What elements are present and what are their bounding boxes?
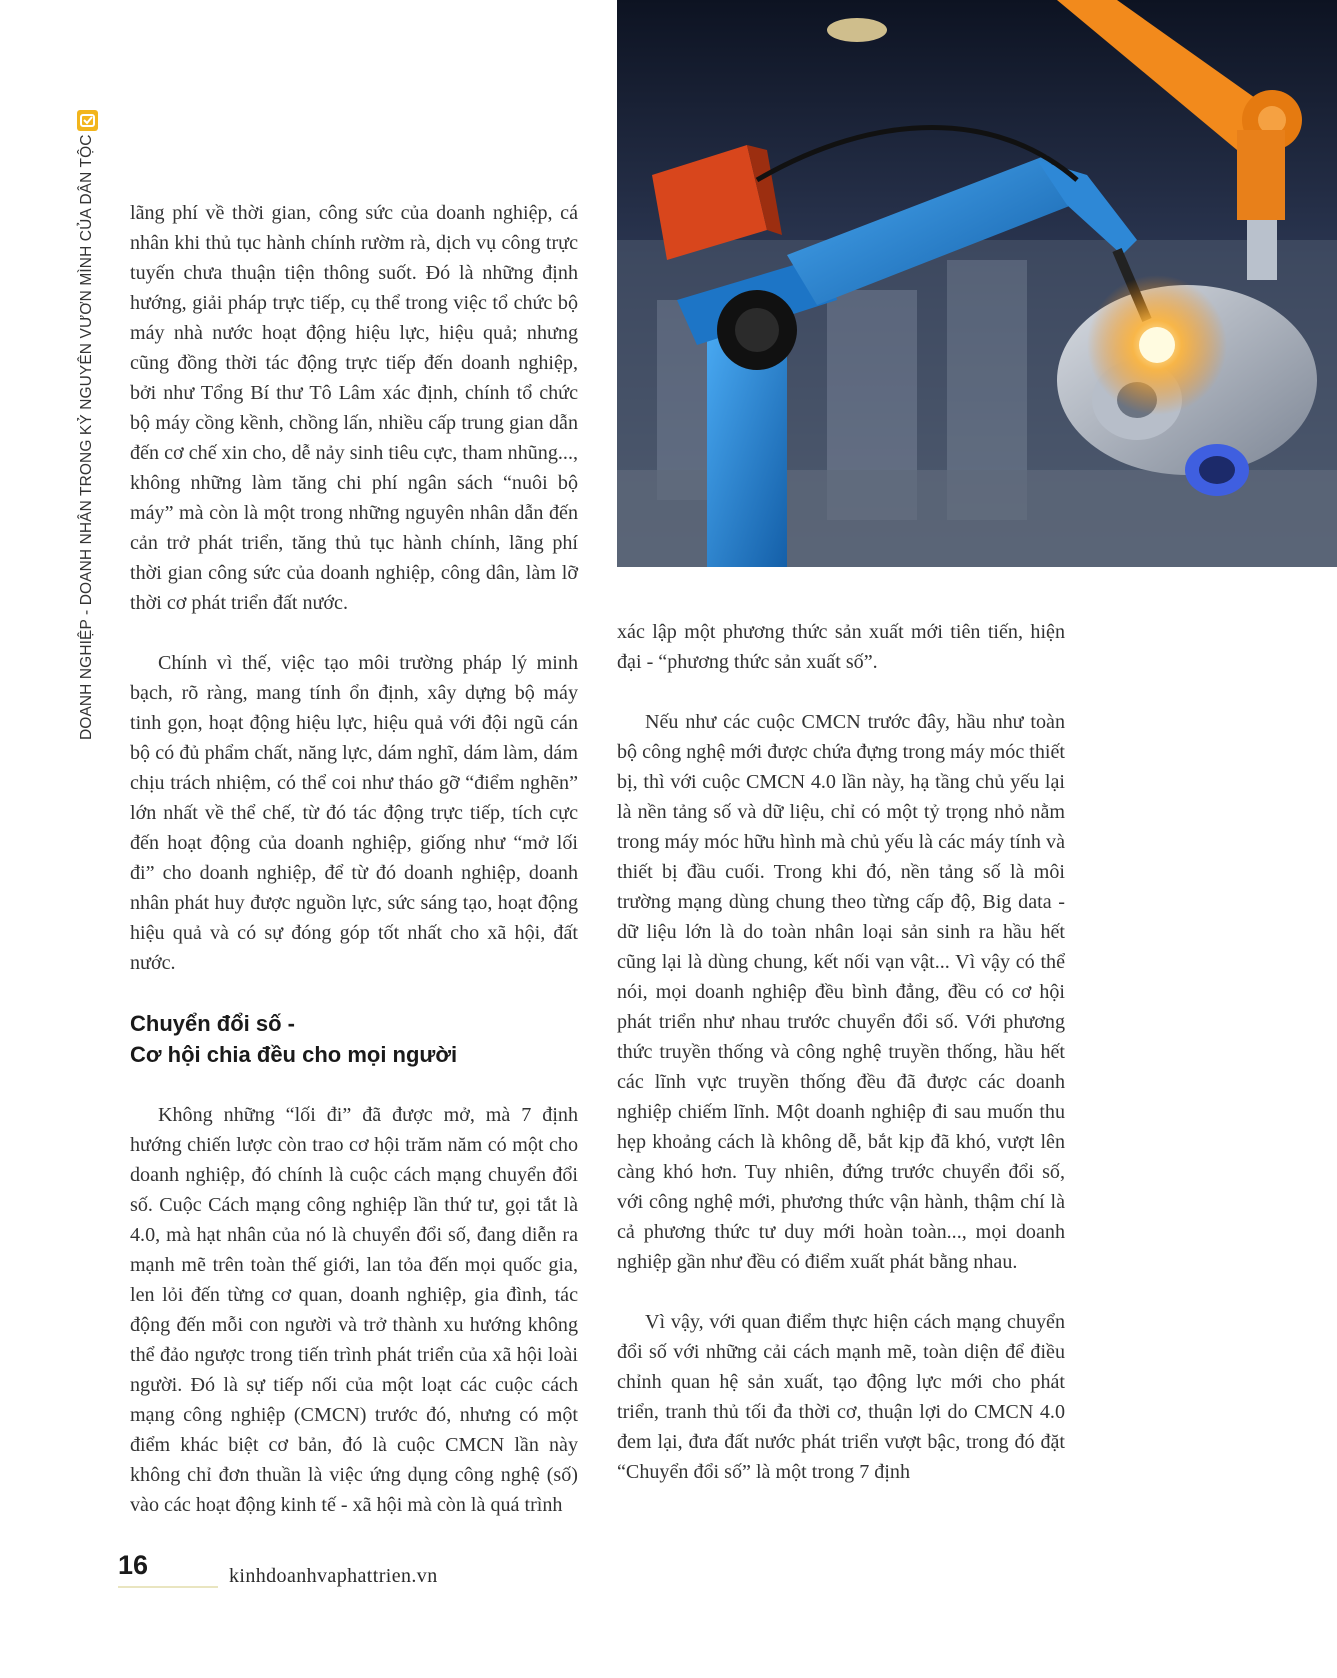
paragraph: Chính vì thế, việc tạo môi trường pháp lý minh bạch, rõ ràng, mang tính ổn định, xây dựng bộ máy tinh gọn, hoạt động hiệu lực, hiệu quả với đội ngũ cán bộ có đủ phẩm chất, năng lực, dám nghĩ, dám làm, dám chịu trách nhiệm, có thể coi như tháo gỡ “điểm nghẽn” lớn nhất về thể chế, từ đó tác động trực tiếp, tích cực đến hoạt động của doanh nghiệp, giống như “mở lối đi” cho doanh nghiệp, để từ đó doanh nghiệp, doanh nhân phát huy được nguồn lực, sức sáng tạo, hoạt động hiệu quả và có sự đóng góp tốt nhất cho xã hội, đất nước. [130, 652, 578, 974]
paragraph: Vì vậy, với quan điểm thực hiện cách mạng chuyển đổi số với những cải cách mạnh mẽ, toàn diện để điều chỉnh quan hệ sản xuất, tạo động lực mới cho phát triển, tranh thủ tối đa thời cơ, thuận lợi do CMCN 4.0 đem lại, đưa đất nước phát triển vượt bậc, trong đó đặt “Chuyển đổi số” là một trong 7 định [617, 1311, 1065, 1483]
heading-line-1: Chuyển đổi số - [130, 1011, 295, 1036]
paragraph: lãng phí về thời gian, công sức của doanh nghiệp, cá nhân khi thủ tục hành chính rườm rà, dịch vụ công trực tuyến chưa thuận tiện thông suốt. Đó là những định hướng, giải pháp trực tiếp, cụ thể trong việc tổ chức bộ máy nhà nước hoạt động hiệu lực, hiệu quả; nhưng cũng đồng thời tác động trực tiếp đến doanh nghiệp, bởi như Tổng Bí thư Tô Lâm xác định, chính tổ chức bộ máy cồng kềnh, chồng lấn, nhiều cấp trung gian dẫn đến cơ chế xin cho, dễ nảy sinh tiêu cực, tham nhũng..., không những làm tăng chi phí ngân sách “nuôi bộ máy” mà còn là một trong những nguyên nhân dẫn đến cản trở phát triển, tăng thủ tục hành chính, lãng phí thời gian công sức của doanh nghiệp, công dân, làm lỡ thời cơ phát triển đất nước. [130, 202, 578, 614]
section-side-label: DOANH NGHIỆP - DOANH NHÂN TRONG KỶ NGUYÊN VƯƠN MÌNH CỦA DÂN TỘC [78, 134, 95, 740]
right-article-column [617, 617, 1065, 1487]
footer-divider [118, 1586, 218, 1588]
page-number: 16 [118, 1550, 149, 1580]
left-article-column [130, 198, 578, 1520]
section-heading [130, 1008, 578, 1070]
magazine-logo-icon [77, 110, 98, 131]
footer-site-url: kinhdoanhvaphattrien.vn [229, 1565, 438, 1587]
paragraph: Nếu như các cuộc CMCN trước đây, hầu như toàn bộ công nghệ mới được chứa đựng trong máy móc thiết bị, thì với cuộc CMCN 4.0 lần này, hạ tầng chủ yếu lại là nền tảng số và dữ liệu, chỉ có một tỷ trọng nhỏ nằm trong máy móc hữu hình mà chủ yếu là các máy tính và thiết bị đầu cuối. Trong khi đó, nền tảng số là môi trường mạng dùng chung theo từng cấp độ, Big data - dữ liệu lớn là do toàn nhân loại sản sinh ra hầu hết cũng lại là dùng chung, kết nối vạn vật... Vì vậy có thể nói, mọi doanh nghiệp đều bình đẳng, đều có cơ hội phát triển như nhau trước chuyển đổi số. Với phương thức truyền thống và công nghệ truyền thống, hầu hết các lĩnh vực truyền thống đều đã được các doanh nghiệp chiếm lĩnh. Một doanh nghiệp đi sau muốn thu hẹp khoảng cách là không dễ, bắt kịp đã khó, vượt lên càng khó hơn. Tuy nhiên, đứng trước chuyển đổi số, với công nghệ mới, phương thức vận hành, thậm chí là cả phương thức tư duy mới hoàn toàn..., mọi doanh nghiệp gần như đều có điểm xuất phát bằng nhau. [617, 711, 1065, 1273]
paragraph: Không những “lối đi” đã được mở, mà 7 định hướng chiến lược còn trao cơ hội trăm năm có một cho doanh nghiệp, đó chính là cuộc cách mạng chuyển đổi số. Cuộc Cách mạng công nghiệp lần thứ tư, gọi tắt là 4.0, mà hạt nhân của nó là chuyển đổi số, đang diễn ra mạnh mẽ trên toàn thế giới, lan tỏa đến mọi quốc gia, len lỏi đến từng cơ quan, doanh nghiệp, gia đình, tác động đến mỗi con người và trở thành xu hướng không thể đảo ngược trong tiến trình phát triển của xã hội loài người. Đó là sự tiếp nối của một loạt các cuộc cách mạng công nghiệp (CMCN) trước đó, nhưng có một điểm khác biệt cơ bản, đó là cuộc CMCN lần này không chỉ đơn thuần là việc ứng dụng công nghệ (số) vào các hoạt động kinh tế - xã hội mà còn là quá trình [130, 1104, 578, 1516]
robot-welding-photo [617, 0, 1337, 567]
heading-line-2: Cơ hội chia đều cho mọi người [130, 1042, 458, 1067]
paragraph: xác lập một phương thức sản xuất mới tiên tiến, hiện đại - “phương thức sản xuất số”. [617, 621, 1065, 673]
